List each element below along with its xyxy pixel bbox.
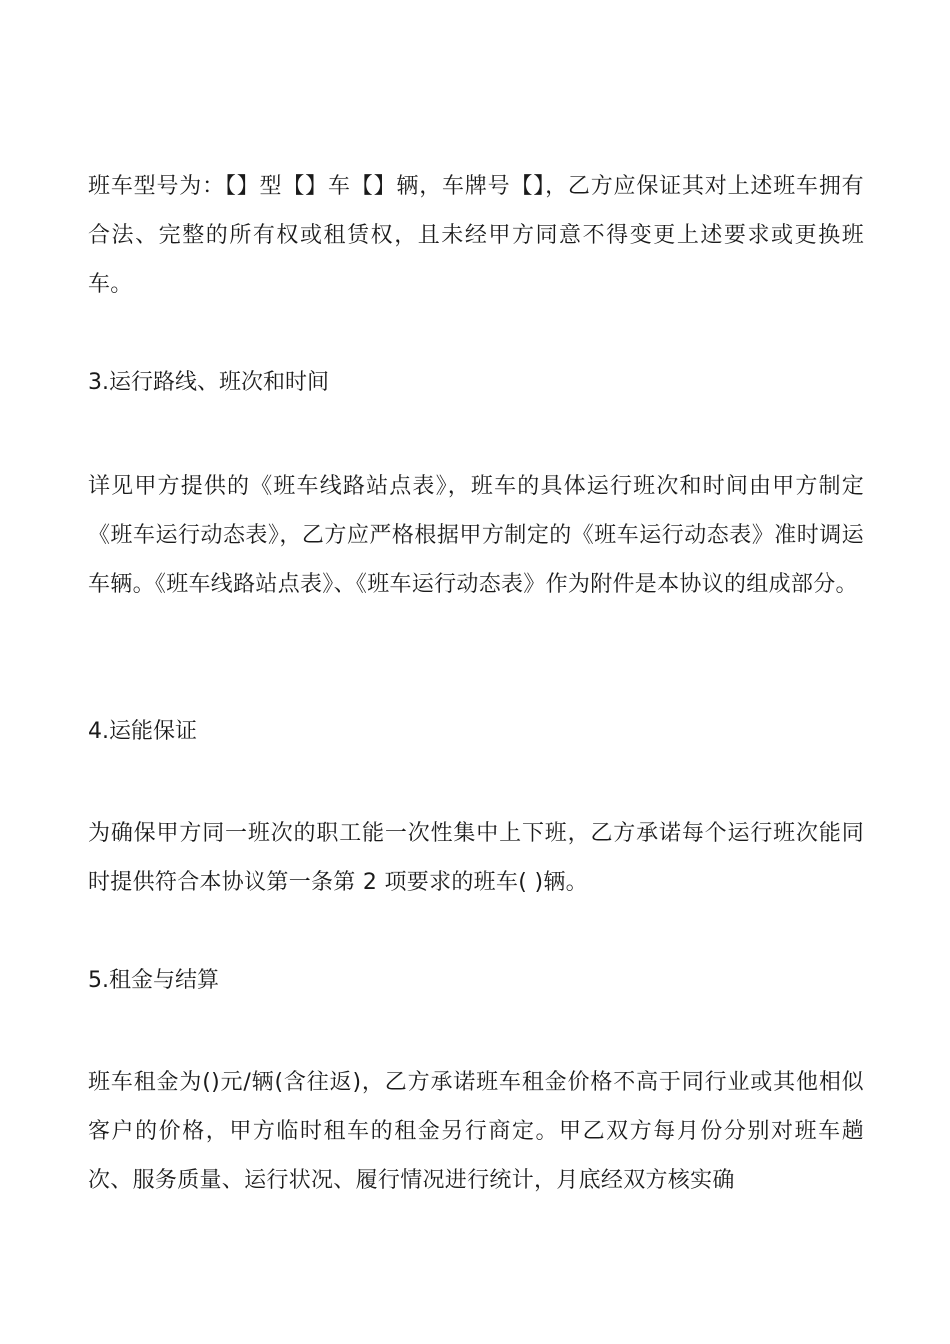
- section-heading-rent: 5.租金与结算: [88, 968, 219, 993]
- paragraph-route-schedule: 详见甲方提供的《班车线路站点表》，班车的具体运行班次和时间由甲方制定《班车运行动态表》，乙方应严格根据甲方制定的《班车运行动态表》准时调运车辆。《班车线路站点表》、《班车运行动态表》作为附件是本协议的组成部分。: [88, 474, 864, 597]
- paragraph-capacity: 为确保甲方同一班次的职工能一次性集中上下班，乙方承诺每个运行班次能同时提供符合本协议第一条第 2 项要求的班车( )辆。: [88, 821, 864, 895]
- paragraph-vehicle-model: 班车型号为：【】型【】车【】辆，车牌号【】，乙方应保证其对上述班车拥有合法、完整的所有权或租赁权，且未经甲方同意不得变更上述要求或更换班车。: [88, 174, 864, 297]
- section-heading-capacity: 4.运能保证: [88, 719, 197, 744]
- paragraph-rent-settlement: 班车租金为()元/辆(含往返)，乙方承诺班车租金价格不高于同行业或其他相似客户的价格，甲方临时租车的租金另行商定。甲乙双方每月份分别对班车趟次、服务质量、运行状况、履行情况进行统计，月底经双方核实确: [88, 1070, 864, 1193]
- section-heading-route: 3.运行路线、班次和时间: [88, 370, 329, 395]
